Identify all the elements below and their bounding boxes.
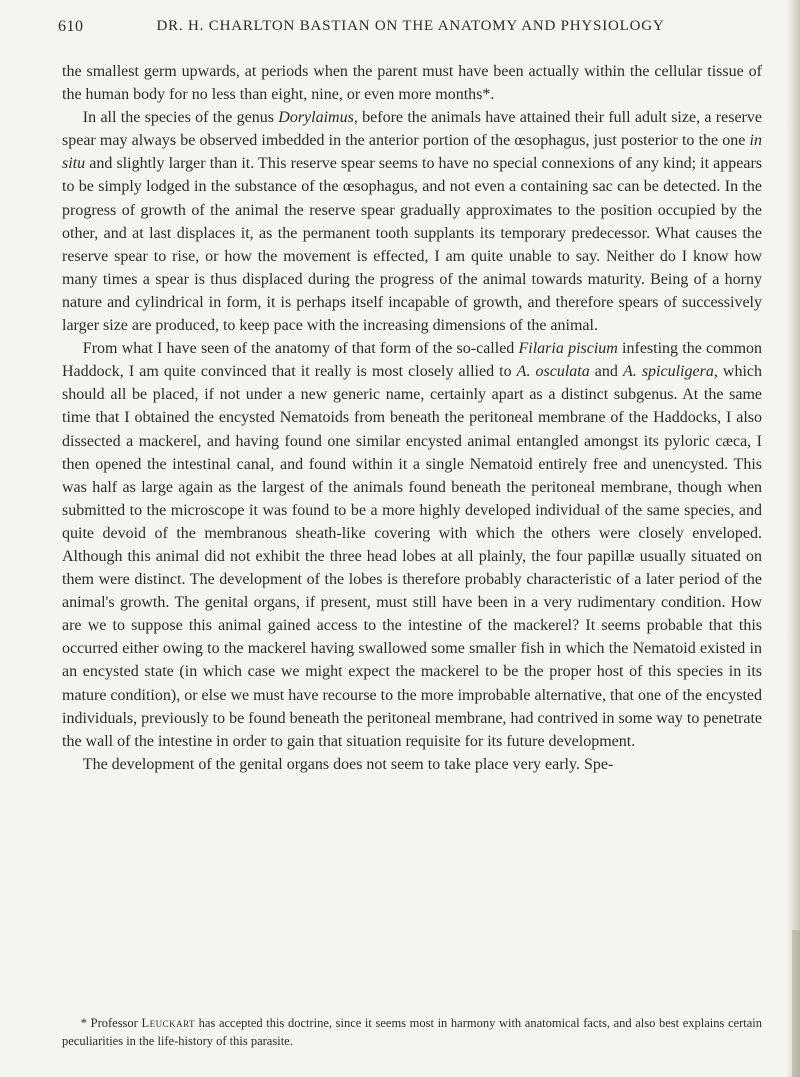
text-run: , which should all be placed, if not under a new generic name, certainly apart as a distinct subgenus. At the same time that I obtained the encysted Nematoids from beneath the peritoneal membrane of the Haddocks, I also dissected a mackerel, and having found one similar encysted animal entangled amongst its pyloric cæca, I then opened the intestinal canal, and found within it a single Nematoid entirely free and unencysted. This was half as large again as the largest of the animals found beneath the peritoneal membrane, though when submitted to the microscope it was found to be a more highly developed individual of the same species, and quite devoid of the membranous sheath-like covering with which the others were closely enveloped. Although this animal did not exhibit the three head lobes at all plainly, the four papillæ usually situated on them were distinct. The development of the lobes is therefore probably characteristic of a later period of the animal's growth. The genital organs, if present, must still have been in a very rudimentary condition. How are we to suppose this animal gained access to the intestine of the mackerel? It seems probable that this occurred either owing to the mackerel having swallowed some smaller fish in which the Nematoid existed in an encysted state (in which case we might expect the mackerel to be the proper host of this species in its mature condition), or else we must have recourse to the more improbable alternative, that one of the encysted individuals, previously to be found beneath the peritoneal membrane, had contrived in some way to penetrate the wall of the intestine in order to gain that situation requisite for its future development. — [62, 363, 762, 750]
paragraph — [62, 753, 762, 776]
body-text — [62, 60, 762, 776]
italic-term: in situ — [62, 132, 762, 173]
italic-term: A. osculata — [516, 363, 590, 381]
italic-term: Dorylaimus — [278, 109, 354, 127]
text-run: the smallest germ upwards, at periods when the parent must have been actually within the cellular tissue of the human body for no less than eight, nine, or even more months*. — [62, 63, 762, 104]
text-run: infesting the common Haddock, I am quite convinced that it really is most closely allied to — [62, 340, 763, 381]
running-title: DR. H. CHARLTON BASTIAN ON THE ANATOMY AND PHYSIOLOGY — [156, 18, 665, 34]
footnote — [62, 1014, 762, 1050]
text-run: From what I have seen of the anatomy of that form of the so-called — [82, 340, 519, 358]
text-run: In all the species of the genus — [82, 109, 279, 127]
text-run: and slightly larger than it. This reserve spear seems to have no special connexions of any kind; it appears to be simply lodged in the substance of the œsophagus, and not even a containing sac can be detected. In the progress of growth of the animal the reserve spear gradually approximates to the position occupied by the other, and at last displaces it, as the permanent tooth supplants its temporary predecessor. What causes the reserve spear to rise, or how the movement is effected, I am quite unable to say. Neither do I know how many times a spear is thus displaced during the progress of the animal towards maturity. Being of a horny nature and cylindrical in form, it is perhaps itself incapable of growth, and therefore spears of successively larger size are produced, to keep pace with the increasing dimensions of the animal. — [62, 155, 762, 335]
page-number: 610 — [58, 18, 84, 35]
italic-term: A. spiculigera — [622, 363, 714, 381]
footnote-marker: * Professor — [80, 1016, 142, 1030]
text-run: and — [589, 363, 623, 381]
paragraph — [62, 337, 762, 753]
italic-term: Filaria piscium — [518, 340, 618, 358]
footnote-author-name: Leuckart — [141, 1016, 196, 1030]
paragraph — [62, 60, 762, 106]
text-run: , before the animals have attained their full adult size, a reserve spear may always be observed imbedded in the anterior portion of the œsophagus, just posterior to the one — [62, 109, 762, 150]
footnote-text: has accepted this doctrine, since it seems most in harmony with anatomical facts, and also best explains certain peculiarities in the life-history of this parasite. — [62, 1016, 763, 1048]
paragraph — [62, 106, 762, 337]
running-head — [58, 18, 763, 42]
text-run: The development of the genital organs does not seem to take place very early. Spe- — [82, 755, 614, 773]
page-edge-shadow — [786, 0, 800, 1077]
